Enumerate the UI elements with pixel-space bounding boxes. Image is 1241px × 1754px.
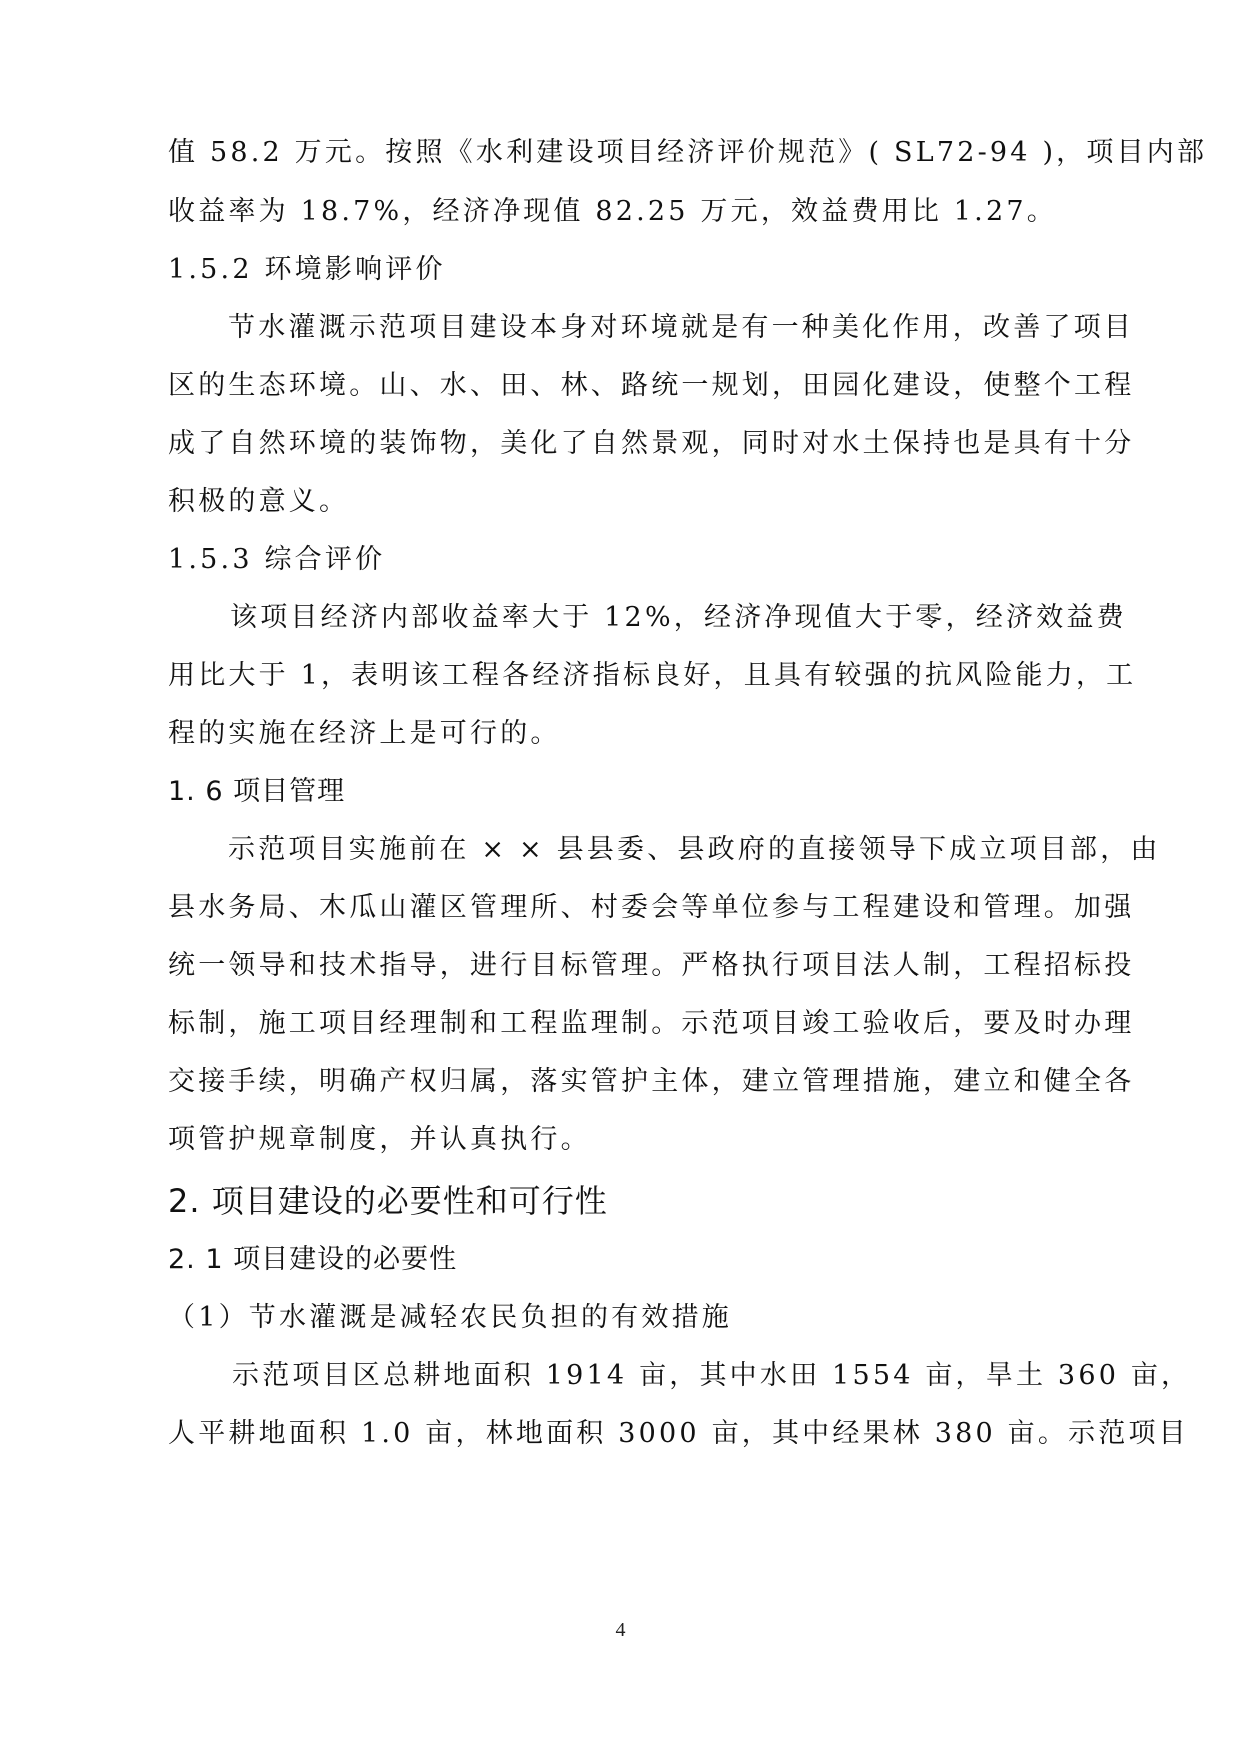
body-text-line: 统一领导和技术指导，进行目标管理。严格执行项目法人制，工程招标投 <box>168 950 1135 981</box>
chapter-heading: 2. 项目建设的必要性和可行性 <box>168 1182 608 1220</box>
subsection-heading: （1）节水灌溉是减轻农民负担的有效措施 <box>168 1302 732 1333</box>
body-text-line: 交接手续，明确产权归属，落实管护主体，建立管理措施，建立和健全各 <box>168 1066 1135 1097</box>
section-heading: 2. 1 项目建设的必要性 <box>168 1244 458 1275</box>
body-text-line: 标制，施工项目经理制和工程监理制。示范项目竣工验收后，要及时办理 <box>168 1008 1135 1039</box>
body-text-line: 值 58.2 万元。按照《水利建设项目经济评价规范》( SL72-94 )，项目内部 <box>168 137 1208 168</box>
body-text-line: 节水灌溉示范项目建设本身对环境就是有一种美化作用，改善了项目 <box>228 312 1134 343</box>
body-text-line: 用比大于 1，表明该工程各经济指标良好，且具有较强的抗风险能力，工 <box>168 660 1137 691</box>
body-text-line: 项管护规章制度，并认真执行。 <box>168 1124 591 1155</box>
section-heading: 1.5.2 环境影响评价 <box>168 254 446 285</box>
body-text-line: 该项目经济内部收益率大于 12%，经济净现值大于零，经济效益费 <box>230 602 1127 633</box>
body-text-line: 人平耕地面积 1.0 亩，林地面积 3000 亩，其中经果林 380 亩。示范项目 <box>168 1418 1189 1449</box>
section-heading: 1. 6 项目管理 <box>168 776 346 807</box>
body-text-line: 程的实施在经济上是可行的。 <box>168 718 561 749</box>
body-text-line: 收益率为 18.7%，经济净现值 82.25 万元，效益费用比 1.27。 <box>168 196 1057 227</box>
body-text-line: 区的生态环境。山、水、田、林、路统一规划，田园化建设，使整个工程 <box>168 370 1135 401</box>
page-number: 4 <box>615 1619 626 1641</box>
body-text-line: 示范项目区总耕地面积 1914 亩，其中水田 1554 亩，旱土 360 亩， <box>232 1360 1192 1391</box>
body-text-line: 成了自然环境的装饰物，美化了自然景观，同时对水土保持也是具有十分 <box>168 428 1135 459</box>
body-text-line: 示范项目实施前在 × × 县县委、县政府的直接领导下成立项目部，由 <box>228 834 1161 865</box>
body-text-line: 积极的意义。 <box>168 486 350 517</box>
section-heading: 1.5.3 综合评价 <box>168 544 386 575</box>
body-text-line: 县水务局、木瓜山灌区管理所、村委会等单位参与工程建设和管理。加强 <box>168 892 1135 923</box>
